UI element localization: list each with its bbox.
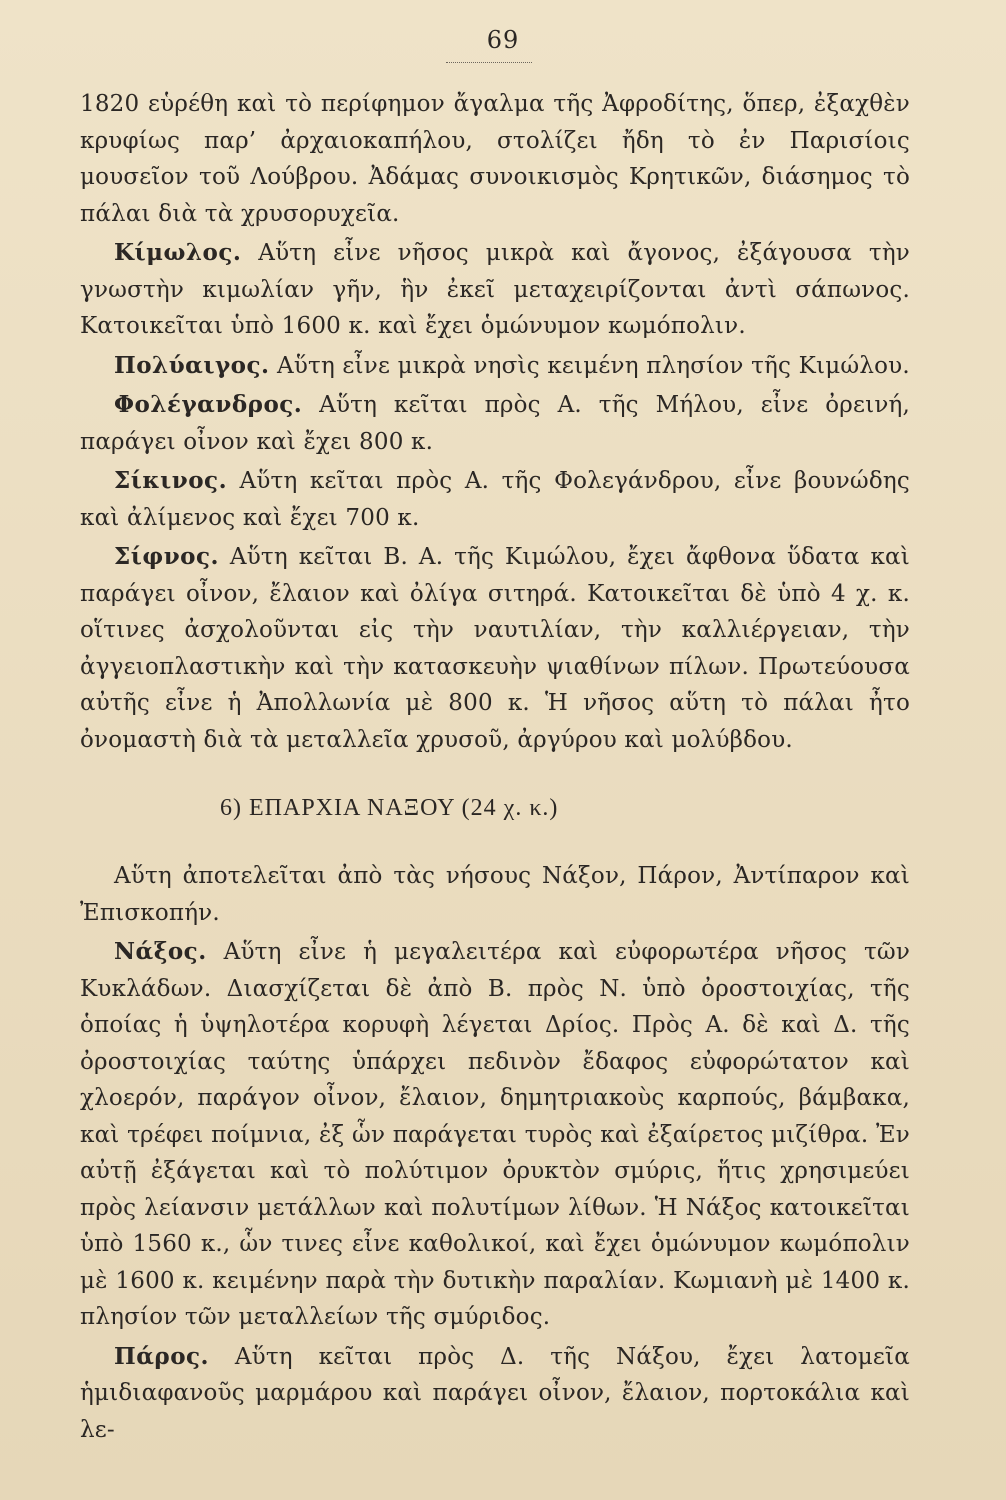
page-number-rule bbox=[446, 62, 532, 63]
entry-text-sifnos: Αὕτη κεῖται Β. Α. τῆς Κιμώλου, ἔχει ἄφθονα ὕδατα καὶ παράγει οἶνον, ἔλαιον καὶ ὀλίγα σιτηρά. Κατοικεῖται δὲ ὑπὸ 4 χ. κ. οἵτινες ἀσχολοῦνται εἰς τὴν ναυτιλίαν, τὴν καλλιέργειαν, τὴν ἀγγειοπλαστικὴν καὶ τὴν κατασκευὴν ψιαθίνων πίλων. Πρωτεύουσα αὐτῆς εἶνε ἡ Ἀπολλωνία μὲ 800 κ. Ἡ νῆσος αὕτη τὸ πάλαι ἦτο ὀνομαστὴ διὰ τὰ μεταλλεῖα χρυσοῦ, ἀργύρου καὶ μολύβδου. bbox=[80, 544, 910, 753]
entry-title-naxos: Νάξος. bbox=[114, 938, 207, 965]
section-heading: 6) ΕΠΑΡΧΙΑ ΝΑΞΟΥ (24 χ. κ.) bbox=[220, 795, 559, 821]
entry-title-polyaigos: Πολύαιγος. bbox=[114, 351, 270, 379]
paragraph-sikinos bbox=[80, 463, 910, 536]
entry-text-kimolos: Αὕτη εἶνε νῆσος μικρὰ καὶ ἄγονος, ἐξάγουσα τὴν γνωστὴν κιμωλίαν γῆν, ἣν ἐκεῖ μεταχειρίζονται ἀντὶ σάπωνος. Κατοικεῖται ὑπὸ 1600 κ. καὶ ἔχει ὁμώνυμον κωμόπολιν. bbox=[80, 240, 910, 339]
paragraph-naxos bbox=[80, 934, 910, 1336]
entry-text-paros: Αὕτη κεῖται πρὸς Δ. τῆς Νάξου, ἔχει λατομεῖα ἡμιδιαφανοῦς μαρμάρου καὶ παράγει οἶνον, ἔλαιον, πορτοκάλια καὶ λε- bbox=[80, 1343, 910, 1443]
entry-text-folegandros: Αὕτη κεῖται πρὸς Α. τῆς Μήλου, εἶνε ὀρεινή, παράγει οἶνον καὶ ἔχει 800 κ. bbox=[80, 392, 910, 455]
entry-title-sikinos: Σίκινος. bbox=[114, 467, 228, 494]
entry-title-sifnos: Σίφνος. bbox=[114, 543, 220, 570]
paragraph-sifnos bbox=[80, 539, 910, 758]
entry-text-naxos: Αὕτη εἶνε ἡ μεγαλειτέρα καὶ εὐφορωτέρα νῆσος τῶν Κυκλάδων. Διασχίζεται δὲ ἀπὸ Β. πρὸς Ν. ὑπὸ ὀροστοιχίας, τῆς ὁποίας ἡ ὑψηλοτέρα κορυφὴ λέγεται Δρίος. Πρὸς Α. δὲ καὶ Δ. τῆς ὀροστοιχίας ταύτης ὑπάρχει πεδινὸν ἔδαφος εὐφορώτατον καὶ χλοερόν, παράγον οἶνον, ἔλαιον, δημητριακοὺς καρπούς, βάμβακα, καὶ τρέφει ποίμνια, ἐξ ὧν παράγεται τυρὸς καὶ ἐξαίρετος μιζίθρα. Ἐν αὐτῇ ἐξάγεται καὶ τὸ πολύτιμον ὀρυκτὸν σμύρις, ἥτις χρησιμεύει πρὸς λείανσιν μετάλλων καὶ πολυτίμων λίθων. Ἡ Νάξος κατοικεῖται ὑπὸ 1560 κ., ὧν τινες εἶνε καθολικοί, καὶ ἔχει ὁμώνυμον κωμόπολιν μὲ 1600 κ. κειμένην παρὰ τὴν δυτικὴν παραλίαν. Κωμιανὴ μὲ 1400 κ. πλησίον τῶν μεταλλείων τῆς σμύριδος. bbox=[80, 939, 910, 1330]
page-number: 69 bbox=[486, 26, 520, 54]
entry-text-polyaigos: Αὕτη εἶνε μικρὰ νησὶς κειμένη πλησίον τῆς Κιμώλου. bbox=[269, 352, 910, 379]
paragraph-aphrodite bbox=[80, 86, 910, 232]
entry-title-folegandros: Φολέγανδρος. bbox=[114, 391, 303, 418]
paragraph-folegandros bbox=[80, 387, 910, 460]
paragraph-polyaigos bbox=[80, 348, 910, 385]
paragraph-kimolos bbox=[80, 235, 910, 345]
page-content bbox=[80, 86, 910, 1448]
paragraph-text: 1820 εὑρέθη καὶ τὸ περίφημον ἄγαλμα τῆς Ἀφροδίτης, ὅπερ, ἐξαχθὲν κρυφίως παρ’ ἀρχαιοκαπήλου, στολίζει ἤδη τὸ ἐν Παρισίοις μουσεῖον τοῦ Λούβρου. Ἀδάμας συνοικισμὸς Κρητικῶν, διάσημος τὸ πάλαι διὰ τὰ χρυσορυχεῖα. bbox=[80, 91, 910, 227]
entry-title-paros: Πάρος. bbox=[114, 1342, 210, 1370]
entry-title-kimolos: Κίμωλος. bbox=[114, 239, 242, 266]
paragraph-paros bbox=[80, 1339, 910, 1449]
section-intro-text: Αὕτη ἀποτελεῖται ἀπὸ τὰς νήσους Νάξον, Πάρον, Ἀντίπαρον καὶ Ἐπισκοπήν. bbox=[80, 863, 910, 926]
section-intro bbox=[80, 858, 910, 931]
entry-text-sikinos: Αὕτη κεῖται πρὸς Α. τῆς Φολεγάνδρου, εἶνε βουνώδης καὶ ἀλίμενος καὶ ἔχει 700 κ. bbox=[80, 468, 910, 531]
